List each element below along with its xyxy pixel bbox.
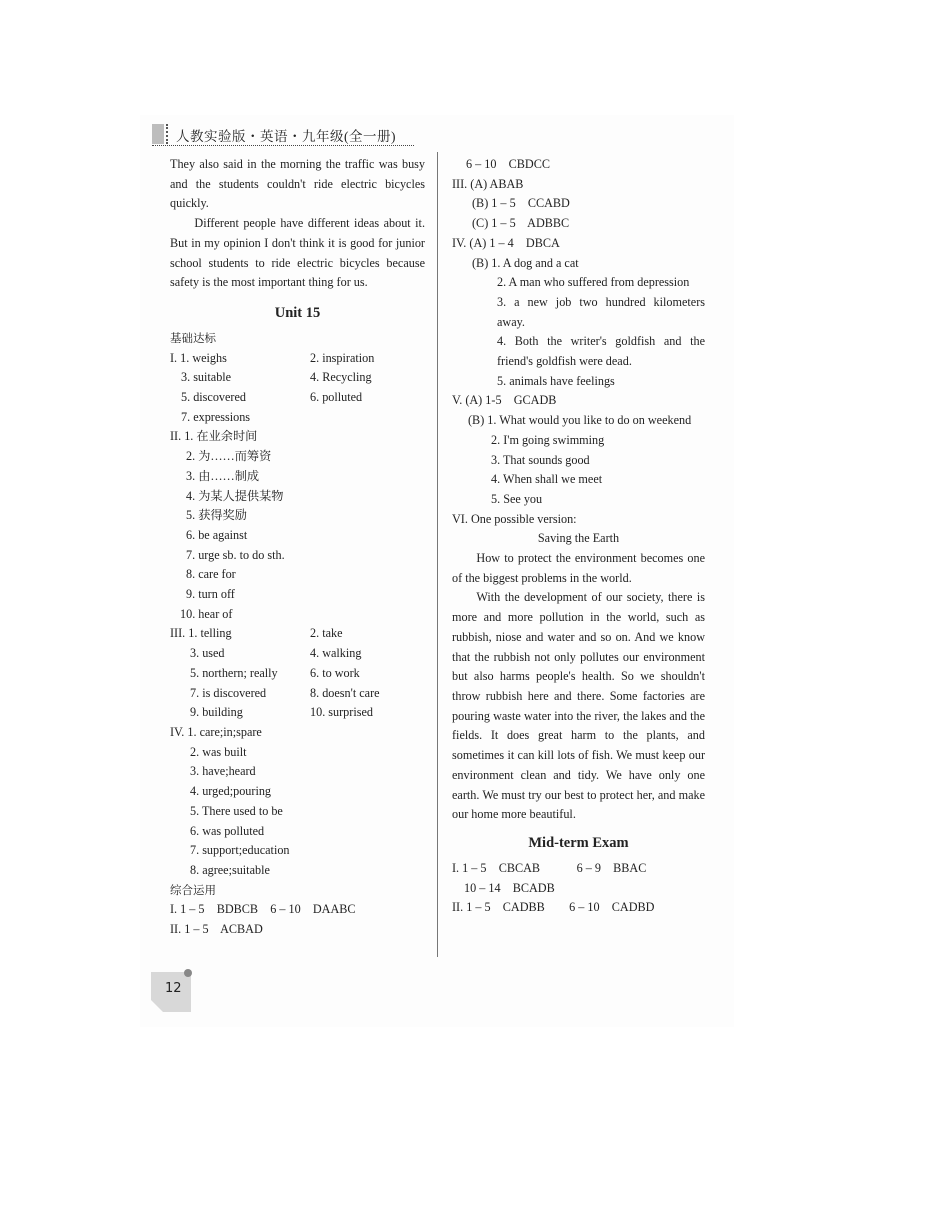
answer: 6. was polluted: [190, 823, 265, 838]
answer: 3. 由……制成: [186, 468, 260, 483]
answer: 10. surprised: [310, 705, 373, 720]
answer: I. 1. weighs: [170, 350, 227, 365]
section-title: 综合运用: [170, 882, 216, 897]
answer: 3. That sounds good: [491, 452, 590, 467]
answer: (B) 1. What would you like to do on weekend: [468, 413, 692, 428]
answer-row: [170, 684, 425, 704]
answer: 2. A man who suffered from depression: [497, 275, 690, 290]
answer: 5. discovered: [181, 390, 246, 405]
answer: 3. have;heard: [190, 764, 256, 779]
answer: 6. to work: [310, 665, 360, 680]
answer: 2. inspiration: [310, 350, 375, 365]
answer: 5. 获得奖励: [186, 508, 247, 523]
answer: 4. Both the writer's goldfish and the friend's goldfish were dead.: [497, 334, 705, 369]
answer: 3. used: [190, 646, 225, 661]
essay-paragraph: How to protect the environment becomes one of the biggest problems in the world.: [452, 551, 705, 585]
unit-title: Unit 15: [274, 304, 321, 321]
answer: II. 1. 在业余时间: [170, 429, 258, 444]
answer: 10 – 14 BCADB: [464, 880, 555, 895]
page-curl-dot: [184, 969, 192, 977]
answer: (B) 1. A dog and a cat: [472, 255, 579, 270]
header-rule: [152, 145, 414, 146]
answer: 2. take: [310, 626, 343, 641]
answer-row: [170, 644, 425, 664]
answer: (C) 1 – 5 ADBBC: [472, 216, 570, 231]
column-divider: [437, 152, 438, 957]
answer-row: [170, 703, 425, 723]
answer-row: [170, 624, 425, 644]
right-column: [452, 155, 705, 918]
answer: V. (A) 1-5 GCADB: [452, 393, 557, 408]
answer: 9. turn off: [186, 587, 235, 602]
answer-row: [170, 349, 425, 369]
answer: 6. be against: [186, 527, 248, 542]
answer-row: [170, 368, 425, 388]
answer: III. 1. telling: [170, 626, 232, 641]
answer: (B) 1 – 5 CCABD: [472, 196, 570, 211]
answer: I. 1 – 5 BDBCB 6 – 10 DAABC: [170, 902, 356, 917]
answer: 4. When shall we meet: [491, 472, 603, 487]
answer: 7. support;education: [190, 843, 290, 858]
answer: 4. urged;pouring: [190, 784, 272, 799]
answer: 5. See you: [491, 491, 543, 506]
answer-row: [170, 408, 425, 428]
answer: IV. (A) 1 – 4 DBCA: [452, 235, 560, 250]
answer-row: [170, 388, 425, 408]
answer: II. 1 – 5 ACBAD: [170, 922, 263, 937]
answer: III. (A) ABAB: [452, 176, 524, 191]
answer: 9. building: [190, 705, 243, 720]
answer: 5. northern; really: [190, 665, 278, 680]
answer: I. 1 – 5 CBCAB 6 – 9 BBAC: [452, 860, 647, 875]
answer: 5. There used to be: [190, 803, 283, 818]
paragraph: They also said in the morning the traffic was busy and the students couldn't ride electric bicycles quickly.: [170, 157, 425, 211]
header-tab-mark: [152, 124, 164, 144]
answer: 3. a new job two hundred kilometers away.: [497, 294, 705, 329]
left-column: [170, 155, 425, 940]
exam-title: Mid-term Exam: [528, 834, 629, 851]
header-dots: [166, 124, 170, 144]
answer: 7. is discovered: [190, 685, 267, 700]
paragraph: Different people have different ideas about it. But in my opinion I don't think it is good for junior school students to ride electric bicycles because safety is the most important thing for us.: [170, 216, 425, 290]
answer: 8. agree;suitable: [190, 862, 270, 877]
section-title: 基础达标: [170, 330, 216, 345]
answer-row: [170, 664, 425, 684]
answer: 5. animals have feelings: [497, 373, 615, 388]
answer: 4. Recycling: [310, 370, 372, 385]
answer: II. 1 – 5 CADBB 6 – 10 CADBD: [452, 900, 655, 915]
answer: 3. suitable: [181, 370, 232, 385]
answer: 7. urge sb. to do sth.: [186, 547, 285, 562]
answer: 7. expressions: [181, 409, 251, 424]
answer: 8. doesn't care: [310, 685, 380, 700]
answer: 2. I'm going swimming: [491, 432, 605, 447]
answer: VI. One possible version:: [452, 511, 577, 526]
running-header: 人教实验版・英语・九年级(全一册): [176, 129, 396, 144]
answer: 2. was built: [190, 744, 247, 759]
answer: 4. walking: [310, 646, 362, 661]
essay-title: Saving the Earth: [537, 531, 620, 546]
answer: 6. polluted: [310, 390, 363, 405]
answer: 10. hear of: [180, 606, 233, 621]
answer: 4. 为某人提供某物: [186, 488, 284, 503]
answer: 2. 为……而筹资: [186, 449, 272, 464]
answer: 8. care for: [186, 567, 236, 582]
page-number: 12: [165, 981, 182, 996]
answer: IV. 1. care;in;spare: [170, 724, 262, 739]
essay-paragraph: With the development of our society, there is more and more pollution in the world, such as rubbish, niose and water and so on. And we know that the rubbish not only pollutes our environment but also harms people's health. So we shouldn't throw rubbish here and there. Some factories are pouring waste water into the river, the lakes and the fields. It does great harm to the plants, and sometimes it can kill lots of fish. We must keep our environment clean and tidy. We have only one earth. We must try our best to protect her, and make our home more beautiful.: [452, 590, 705, 822]
answer: 6 – 10 CBDCC: [466, 157, 550, 171]
